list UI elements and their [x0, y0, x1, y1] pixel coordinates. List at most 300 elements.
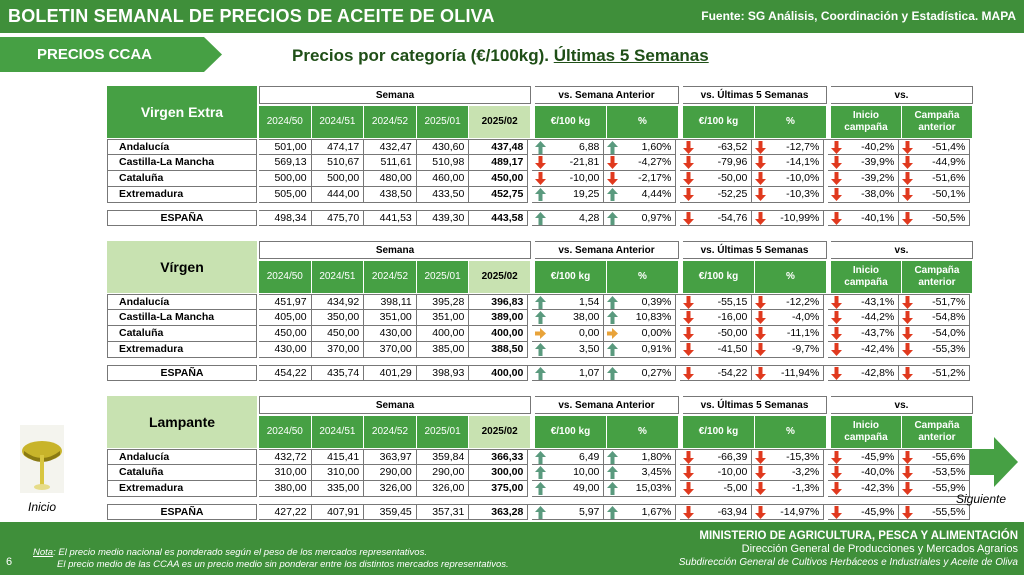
vs-inicio-campana-cell-value: -43,7% [861, 327, 895, 339]
arrow-down-icon [902, 172, 913, 185]
vs-campana-anterior-cell-value: -51,7% [932, 296, 966, 308]
current-price-cell [469, 481, 528, 497]
arrow-down-icon [755, 327, 766, 340]
region-cell-value: Extremadura [119, 343, 184, 355]
vs-anterior-pct-cell [604, 465, 676, 481]
vs-ultimas-eur-cell [680, 294, 752, 310]
week-price-cell-value: 380,00 [274, 482, 307, 494]
table-row [107, 481, 970, 497]
vs-inicio-campana-cell-value: -43,1% [861, 296, 895, 308]
header-group-row [259, 86, 973, 104]
week-price-cell-value: 357,31 [432, 506, 465, 518]
column-header: Inicio campaña [831, 416, 902, 448]
arrow-up-icon [607, 367, 618, 380]
week-price-cell [259, 294, 312, 310]
current-price-cell-value: 400,00 [491, 367, 524, 379]
ccaa-label: PRECIOS CCAA [37, 46, 153, 63]
vs-ultimas-pct-cell [752, 481, 824, 497]
arrow-down-icon [755, 343, 766, 356]
arrow-down-icon [683, 296, 694, 309]
note-label: Nota [33, 547, 54, 558]
region-cell-value: Cataluña [119, 327, 164, 339]
arrow-down-icon [831, 141, 842, 154]
vs-inicio-campana-cell-value: -42,3% [861, 482, 895, 494]
arrow-down-icon [683, 311, 694, 324]
vs-ultimas-pct-cell-value: -11,1% [786, 327, 820, 339]
vs-campana-anterior-cell [899, 504, 970, 520]
week-price-cell [364, 449, 417, 465]
week-price-cell [259, 481, 312, 497]
arrow-down-icon [683, 506, 694, 519]
week-price-cell [417, 504, 470, 520]
vs-ultimas-eur-cell-value: -63,94 [717, 506, 748, 518]
region-cell [107, 481, 257, 497]
arrow-down-icon [755, 212, 766, 225]
week-price-cell-value: 370,00 [379, 343, 412, 355]
espana-row [107, 365, 970, 381]
current-price-cell [469, 465, 528, 481]
category-label: Vírgen [107, 241, 257, 293]
vs-inicio-campana-cell-value: -42,4% [861, 343, 895, 355]
table-row [107, 310, 970, 326]
vs-anterior-eur-cell-value: 1,07 [578, 367, 600, 379]
header-columns-row [259, 416, 973, 448]
week-price-cell [259, 365, 312, 381]
vs-campana-anterior-cell [899, 210, 970, 226]
week-price-cell-value: 398,11 [380, 296, 412, 308]
table-row [107, 187, 970, 203]
current-price-cell-value: 375,00 [491, 482, 524, 494]
column-header: 2025/01 [417, 416, 470, 448]
week-price-cell-value: 433,50 [432, 188, 465, 200]
column-header: 2024/52 [364, 261, 417, 293]
vs-ultimas-pct-cell-value: -3,2% [791, 466, 820, 478]
week-price-cell-value: 439,30 [432, 212, 465, 224]
week-price-cell-value: 310,00 [274, 466, 307, 478]
arrow-down-icon [831, 451, 842, 464]
vs-ultimas-pct-cell-value: -15,3% [786, 451, 820, 463]
vs-anterior-pct-cell-value: 0,97% [641, 212, 672, 224]
arrow-down-icon [902, 343, 913, 356]
region-cell [107, 326, 257, 342]
arrow-right-icon [607, 327, 618, 340]
week-price-cell-value: 475,70 [327, 212, 360, 224]
vs-anterior-eur-cell-value: 6,88 [578, 141, 600, 153]
week-price-cell [417, 481, 470, 497]
region-cell-value: Castilla-La Mancha [119, 311, 215, 323]
vs-campana-anterior-cell-value: -51,6% [932, 172, 966, 184]
vs-ultimas-pct-cell-value: -11,94% [781, 367, 820, 379]
vs-ultimas-eur-cell [680, 481, 752, 497]
region-cell [107, 171, 257, 187]
column-header: €/100 kg [535, 261, 607, 293]
week-price-cell-value: 430,60 [432, 141, 465, 153]
vs-inicio-campana-cell [828, 449, 899, 465]
week-price-cell [312, 504, 365, 520]
vs-anterior-pct-cell-value: 1,80% [641, 451, 672, 463]
arrow-down-icon [831, 311, 842, 324]
region-cell [107, 187, 257, 203]
arrow-down-icon [831, 367, 842, 380]
subdireccion-general: Subdirección General de Cultivos Herbáceos e Industriales y Aceite de Oliva [678, 557, 1018, 568]
week-price-cell-value: 407,91 [327, 506, 360, 518]
current-price-cell-value: 366,33 [491, 451, 524, 463]
arrow-up-icon [535, 188, 546, 201]
week-price-cell [364, 481, 417, 497]
column-header: 2024/51 [312, 416, 365, 448]
header-group-row [259, 241, 973, 259]
region-cell-value: Andalucía [119, 296, 170, 308]
column-header: Campaña anterior [902, 416, 973, 448]
arrow-down-icon [683, 141, 694, 154]
week-price-cell [312, 481, 365, 497]
vs-campana-anterior-cell-value: -53,5% [932, 466, 966, 478]
arrow-down-icon [683, 188, 694, 201]
column-header: €/100 kg [683, 106, 755, 138]
vs-ultimas-eur-cell-value: -50,00 [717, 172, 748, 184]
column-header: 2025/01 [417, 261, 470, 293]
vs-anterior-eur-cell-value: -10,00 [569, 172, 600, 184]
next-arrow-icon[interactable] [970, 437, 1018, 487]
week-price-cell [364, 139, 417, 155]
subtitle [292, 46, 709, 66]
week-price-cell-value: 454,22 [274, 367, 307, 379]
week-price-cell [259, 449, 312, 465]
vs-ultimas-eur-cell-value: -16,00 [717, 311, 748, 323]
vs-header: vs. [831, 86, 973, 104]
week-price-cell [417, 210, 470, 226]
vs-inicio-campana-cell [828, 155, 899, 171]
precios-ccaa-button[interactable] [0, 37, 222, 72]
current-price-cell [469, 310, 528, 326]
week-price-cell-value: 432,47 [379, 141, 412, 153]
table-row [107, 155, 970, 171]
region-cell-value: Andalucía [119, 141, 170, 153]
vs-anterior-pct-cell-value: 4,44% [641, 188, 672, 200]
vs-anterior-eur-cell [532, 342, 604, 358]
current-price-cell-value: 389,00 [491, 311, 524, 323]
arrow-up-icon [535, 506, 546, 519]
vs-anterior-pct-cell-value: 15,03% [635, 482, 672, 494]
arrow-up-icon [535, 311, 546, 324]
week-price-cell [364, 155, 417, 171]
vs-anterior-pct-cell-value: 0,39% [641, 296, 672, 308]
week-price-cell-value: 441,53 [379, 212, 412, 224]
vs-campana-anterior-cell [899, 187, 970, 203]
vs-anterior-pct-cell [604, 210, 676, 226]
vs-inicio-campana-cell [828, 210, 899, 226]
week-price-cell [312, 210, 365, 226]
siguiente-link[interactable]: Siguiente [956, 492, 1007, 506]
vs-campana-anterior-cell [899, 465, 970, 481]
vs-ultimas-pct-cell [752, 187, 824, 203]
vs-inicio-campana-cell [828, 342, 899, 358]
vs-campana-anterior-cell [899, 449, 970, 465]
vs-ultimas-pct-cell [752, 155, 824, 171]
vs-ultimas-pct-cell [752, 139, 824, 155]
header-columns-row [259, 106, 973, 138]
vs-anterior-pct-cell [604, 294, 676, 310]
vs-inicio-campana-cell [828, 504, 899, 520]
current-price-cell-value: 300,00 [491, 466, 524, 478]
week-price-cell [364, 294, 417, 310]
vs-campana-anterior-cell-value: -44,9% [932, 156, 966, 168]
vs-anterior-pct-cell [604, 171, 676, 187]
arrow-down-icon [755, 506, 766, 519]
vs-ultimas-eur-cell [680, 342, 752, 358]
vs-ultimas-eur-cell-value: -50,00 [717, 327, 748, 339]
arrow-up-icon [535, 141, 546, 154]
arrow-down-icon [683, 172, 694, 185]
vs-inicio-campana-cell-value: -45,9% [861, 451, 895, 463]
olive-oil-icon[interactable] [20, 425, 64, 493]
arrow-up-icon [535, 296, 546, 309]
vs-campana-anterior-cell-value: -51,4% [932, 141, 966, 153]
vs-anterior-eur-cell [532, 139, 604, 155]
week-price-cell [364, 310, 417, 326]
week-price-cell-value: 427,22 [274, 506, 307, 518]
region-cell [107, 210, 257, 226]
week-price-cell [417, 155, 470, 171]
vs-anterior-eur-cell [532, 449, 604, 465]
vs-anterior-eur-cell [532, 171, 604, 187]
vs-inicio-campana-cell-value: -40,1% [861, 212, 895, 224]
week-price-cell [312, 310, 365, 326]
vs-ultimas-eur-cell-value: -66,39 [717, 451, 748, 463]
column-header: Campaña anterior [902, 261, 973, 293]
vs-inicio-campana-cell-value: -44,2% [861, 311, 895, 323]
week-price-cell [417, 310, 470, 326]
week-price-cell [364, 210, 417, 226]
current-price-cell-value: 437,48 [491, 141, 524, 153]
vs-header: vs. [831, 241, 973, 259]
vs-ultimas-eur-cell-value: -41,50 [717, 343, 748, 355]
arrow-down-icon [683, 367, 694, 380]
vs-inicio-campana-cell-value: -39,9% [861, 156, 895, 168]
vs-campana-anterior-cell [899, 294, 970, 310]
current-price-cell-value: 388,50 [491, 343, 524, 355]
week-price-cell-value: 359,45 [379, 506, 412, 518]
column-header: % [607, 416, 679, 448]
arrow-down-icon [902, 311, 913, 324]
vs-anterior-pct-cell [604, 365, 676, 381]
vs-inicio-campana-cell [828, 310, 899, 326]
arrow-down-icon [683, 327, 694, 340]
arrow-down-icon [683, 451, 694, 464]
week-price-cell [312, 294, 365, 310]
week-price-cell-value: 385,00 [432, 343, 465, 355]
current-price-cell [469, 342, 528, 358]
column-header: €/100 kg [535, 416, 607, 448]
column-header: 2025/02 [469, 416, 531, 448]
arrow-down-icon [755, 311, 766, 324]
vs-campana-anterior-cell-value: -50,5% [932, 212, 966, 224]
region-cell [107, 342, 257, 358]
week-price-cell-value: 405,00 [274, 311, 307, 323]
arrow-down-icon [607, 172, 618, 185]
vs-anterior-eur-cell [532, 294, 604, 310]
week-price-cell-value: 351,00 [432, 311, 465, 323]
table-row [107, 294, 970, 310]
week-price-cell-value: 430,00 [379, 327, 412, 339]
week-price-cell-value: 451,97 [274, 296, 307, 308]
vs-inicio-campana-cell-value: -42,8% [861, 367, 895, 379]
week-price-cell [364, 171, 417, 187]
vs-campana-anterior-cell [899, 326, 970, 342]
week-price-cell [259, 504, 312, 520]
direccion-general: Dirección General de Producciones y Mercados Agrarios [741, 543, 1018, 555]
week-price-cell [312, 187, 365, 203]
vs-ultimas-eur-cell-value: -79,96 [717, 156, 748, 168]
arrow-down-icon [831, 156, 842, 169]
vs-inicio-campana-cell [828, 326, 899, 342]
region-cell [107, 310, 257, 326]
vs-anterior-pct-cell-value: -2,17% [638, 172, 672, 184]
arrow-up-icon [607, 188, 618, 201]
current-price-cell [469, 171, 528, 187]
region-cell [107, 155, 257, 171]
region-cell-value: ESPAÑA [160, 367, 204, 379]
vs-ultimas-eur-cell-value: -63,52 [717, 141, 748, 153]
table-row [107, 342, 970, 358]
arrow-down-icon [683, 156, 694, 169]
region-cell [107, 465, 257, 481]
vs-ultimas-eur-cell-value: -54,22 [717, 367, 748, 379]
week-price-cell-value: 326,00 [379, 482, 412, 494]
current-price-cell [469, 326, 528, 342]
vs-anterior-pct-cell [604, 326, 676, 342]
vs-ultimas-pct-cell [752, 326, 824, 342]
vs-anterior-pct-cell [604, 187, 676, 203]
vs-anterior-eur-cell-value: 19,25 [573, 188, 600, 200]
vs-anterior-pct-cell [604, 155, 676, 171]
week-price-cell [364, 504, 417, 520]
arrow-down-icon [755, 296, 766, 309]
category-label: Lampante [107, 396, 257, 448]
vs-inicio-campana-cell-value: -40,0% [861, 466, 895, 478]
vs-anterior-pct-cell [604, 481, 676, 497]
week-price-cell-value: 480,00 [379, 172, 412, 184]
vs-ultimas-pct-cell-value: -12,2% [786, 296, 820, 308]
vs-anterior-pct-cell [604, 342, 676, 358]
header-bar [0, 0, 1024, 33]
vs-ultimas-header: vs. Últimas 5 Semanas [683, 241, 827, 259]
arrow-down-icon [683, 343, 694, 356]
arrow-up-icon [607, 343, 618, 356]
vs-inicio-campana-cell-value: -38,0% [861, 188, 895, 200]
column-header: €/100 kg [683, 416, 755, 448]
arrow-down-icon [607, 156, 618, 169]
week-price-cell [364, 342, 417, 358]
arrow-down-icon [831, 327, 842, 340]
week-price-cell-value: 359,84 [432, 451, 465, 463]
region-cell-value: ESPAÑA [160, 212, 204, 224]
week-price-cell [259, 342, 312, 358]
week-price-cell-value: 432,72 [274, 451, 307, 463]
arrow-down-icon [831, 188, 842, 201]
week-price-cell [417, 326, 470, 342]
week-price-cell-value: 400,00 [432, 327, 465, 339]
region-cell-value: Extremadura [119, 482, 184, 494]
vs-ultimas-pct-cell [752, 365, 824, 381]
subtitle-underlined: Últimas 5 Semanas [553, 46, 709, 65]
week-price-cell-value: 415,41 [327, 451, 360, 463]
arrow-down-icon [902, 506, 913, 519]
week-price-cell-value: 500,00 [274, 172, 307, 184]
arrow-up-icon [607, 296, 618, 309]
arrow-down-icon [535, 156, 546, 169]
vs-anterior-eur-cell [532, 504, 604, 520]
table-row [107, 139, 970, 155]
vs-ultimas-eur-cell [680, 187, 752, 203]
column-header: €/100 kg [535, 106, 607, 138]
current-price-cell-value: 396,83 [491, 296, 524, 308]
vs-ultimas-pct-cell [752, 210, 824, 226]
column-header: 2025/02 [469, 106, 531, 138]
vs-campana-anterior-cell [899, 155, 970, 171]
current-price-cell-value: 450,00 [491, 172, 524, 184]
vs-ultimas-eur-cell-value: -55,15 [717, 296, 748, 308]
week-price-cell [417, 465, 470, 481]
vs-anterior-eur-cell [532, 310, 604, 326]
arrow-up-icon [607, 141, 618, 154]
week-price-cell-value: 444,00 [327, 188, 360, 200]
column-header: 2024/50 [259, 416, 312, 448]
vs-inicio-campana-cell [828, 465, 899, 481]
vs-header: vs. [831, 396, 973, 414]
vs-campana-anterior-cell [899, 365, 970, 381]
vs-anterior-eur-cell-value: 6,49 [578, 451, 600, 463]
arrow-down-icon [902, 327, 913, 340]
vs-ultimas-pct-cell [752, 504, 824, 520]
week-price-cell [417, 139, 470, 155]
week-price-cell-value: 430,00 [274, 343, 307, 355]
vs-ultimas-eur-cell-value: -10,00 [717, 466, 748, 478]
week-price-cell-value: 501,00 [274, 141, 307, 153]
current-price-cell [469, 139, 528, 155]
inicio-link[interactable]: Inicio [28, 500, 57, 514]
week-price-cell [312, 365, 365, 381]
region-cell-value: Cataluña [119, 466, 164, 478]
column-header: % [755, 261, 827, 293]
week-price-cell-value: 510,98 [432, 156, 465, 168]
week-price-cell-value: 363,97 [379, 451, 412, 463]
arrow-up-icon [607, 451, 618, 464]
vs-ultimas-pct-cell-value: -10,0% [786, 172, 820, 184]
arrow-down-icon [902, 188, 913, 201]
ministry-name: MINISTERIO DE AGRICULTURA, PESCA Y ALIMENTACIÓN [699, 530, 1018, 542]
vs-anterior-eur-cell-value: -21,81 [569, 156, 600, 168]
week-price-cell-value: 511,61 [380, 156, 412, 168]
arrow-down-icon [755, 451, 766, 464]
current-price-cell-value: 489,17 [491, 156, 524, 168]
arrow-down-icon [683, 466, 694, 479]
week-price-cell [259, 139, 312, 155]
arrow-down-icon [831, 466, 842, 479]
column-header: Inicio campaña [831, 261, 902, 293]
espana-row [107, 210, 970, 226]
vs-ultimas-pct-cell-value: -14,97% [780, 506, 820, 518]
column-header: % [755, 416, 827, 448]
week-price-cell-value: 438,50 [379, 188, 412, 200]
current-price-cell [469, 210, 528, 226]
column-header: 2025/02 [469, 261, 531, 293]
vs-anterior-eur-cell-value: 3,50 [578, 343, 600, 355]
vs-ultimas-eur-cell [680, 504, 752, 520]
vs-inicio-campana-cell [828, 365, 899, 381]
week-price-cell [364, 365, 417, 381]
week-price-cell-value: 450,00 [327, 327, 360, 339]
